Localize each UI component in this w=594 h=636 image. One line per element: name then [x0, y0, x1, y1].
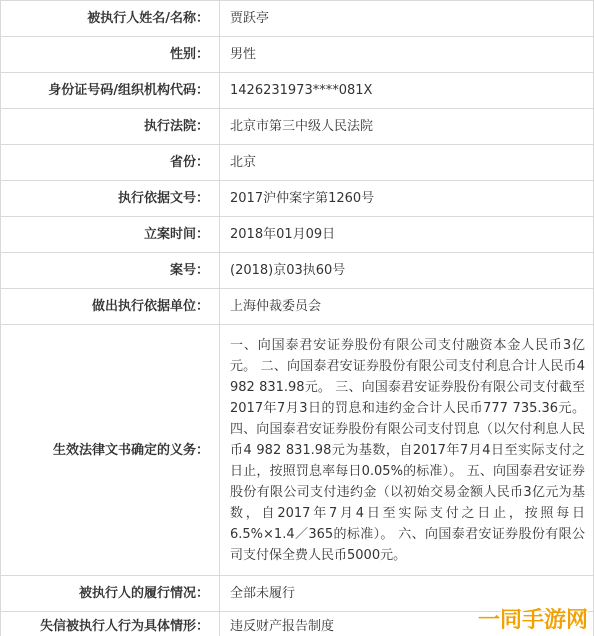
- gender-label: 性别：: [1, 37, 220, 73]
- obligation-value: 一、向国泰君安证券股份有限公司支付融资本金人民币3亿元。 二、向国泰君安证券股份有限公司支付利息合计人民币4 982 831.98元。 三、向国泰君安证券股份有限公司支付截至2017年7月3日的罚息和违约金合计人民币777 735.36元。 四、向国泰君安证券股份有限公司支付罚息（以欠付利息人民币4 982 831.98元为基数，自2017年7月4日至实际支付之日止，按照罚息率每日0.05%的标准）。 五、向国泰君安证券股份有限公司支付违约金（以初始交易金额人民币3亿元为基数，自2017年7月4日至实际支付之日止，按照每日6.5%×1.4／365的标准）。 六、向国泰君安证券股份有限公司支付保全费人民币5000元。: [220, 325, 594, 576]
- obligation-label: 生效法律文书确定的义务：: [1, 325, 220, 576]
- filing-time-value: 2018年01月09日: [220, 217, 594, 253]
- province-label: 省份：: [1, 145, 220, 181]
- behavior-label: 失信被执行人行为具体情形：: [1, 612, 220, 636]
- basis-doc-label: 执行依据文号：: [1, 181, 220, 217]
- basis-doc-value: 2017沪仲案字第1260号: [220, 181, 594, 217]
- gender-value: 男性: [220, 37, 594, 73]
- site-watermark: 一同手游网: [477, 608, 588, 633]
- row-name: [1, 1, 594, 37]
- row-case-no: [1, 253, 594, 289]
- row-basis-doc: [1, 181, 594, 217]
- basis-unit-label: 做出执行依据单位：: [1, 289, 220, 325]
- court-value: 北京市第三中级人民法院: [220, 109, 594, 145]
- behavior-value: 违反财产报告制度: [220, 612, 594, 636]
- row-court: [1, 109, 594, 145]
- basis-unit-value: 上海仲裁委员会: [220, 289, 594, 325]
- name-label: 被执行人姓名/名称：: [1, 1, 220, 37]
- row-id: [1, 73, 594, 109]
- row-obligation: [1, 325, 594, 576]
- id-value: 1426231973****081X: [220, 73, 594, 109]
- case-no-value: (2018)京03执60号: [220, 253, 594, 289]
- performance-label: 被执行人的履行情况：: [1, 576, 220, 612]
- row-basis-unit: [1, 289, 594, 325]
- row-filing-time: [1, 217, 594, 253]
- province-value: 北京: [220, 145, 594, 181]
- name-value: 贾跃亭: [220, 1, 594, 37]
- court-label: 执行法院：: [1, 109, 220, 145]
- filing-time-label: 立案时间：: [1, 217, 220, 253]
- row-province: [1, 145, 594, 181]
- case-no-label: 案号：: [1, 253, 220, 289]
- performance-value: 全部未履行: [220, 576, 594, 612]
- id-label: 身份证号码/组织机构代码：: [1, 73, 220, 109]
- row-gender: [1, 37, 594, 73]
